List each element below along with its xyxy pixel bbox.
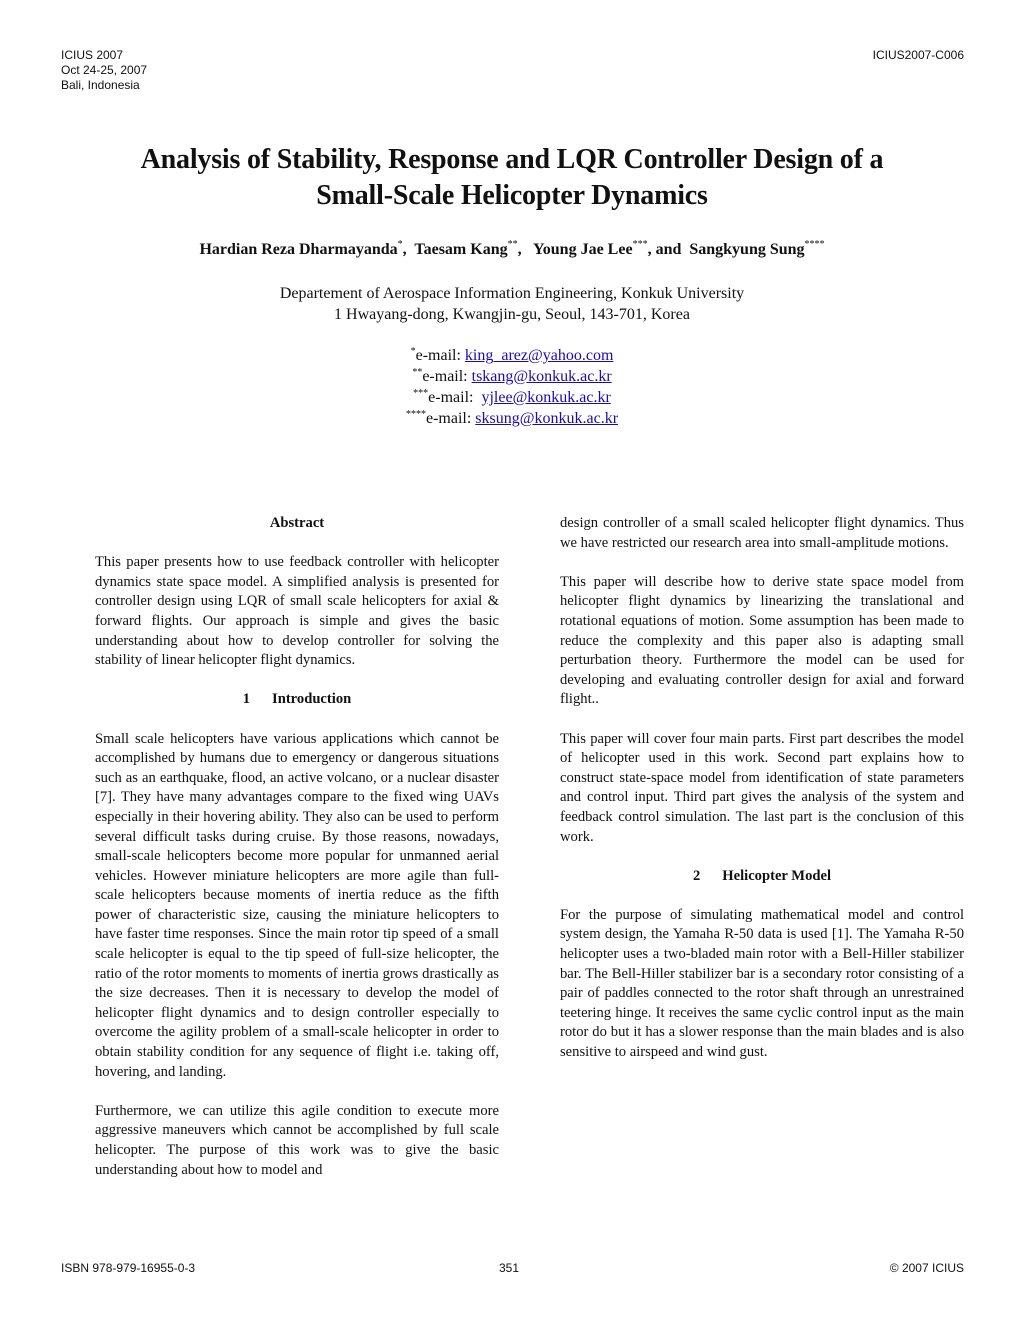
section-title: Introduction	[272, 691, 352, 708]
section-number: 2	[692, 867, 701, 884]
conference-dates: Oct 24-25, 2007	[61, 63, 148, 77]
email-line	[60, 345, 964, 366]
email-label: e-mail:	[428, 389, 482, 406]
email-link[interactable]: tskang@konkuk.ac.kr	[471, 368, 612, 385]
paper-id: ICIUS2007-C006	[872, 48, 964, 62]
author-mark: **	[507, 239, 518, 250]
right-column	[560, 514, 964, 1082]
affiliation-line-2: 1 Hwayang-dong, Kwangjin-gu, Seoul, 143-701, Korea	[334, 306, 690, 323]
running-header-left	[61, 48, 147, 93]
email-line	[60, 366, 964, 387]
author-mark: ****	[804, 239, 825, 250]
intro-paragraph-5: This paper will cover four main parts. First part describes the model of helicopter used in this work. Second part explains how to construct state-space model from identification of state parameters and control input. Third part gives the analysis of the system and feedback control simulation. The last part is the conclusion of this work.	[560, 730, 964, 845]
email-link[interactable]: king_arez@yahoo.com	[464, 347, 614, 364]
footer-isbn: ISBN 978-979-16955-0-3	[61, 1261, 196, 1275]
author-name: Hardian Reza Dharmayanda	[199, 241, 398, 258]
email-mark: *	[410, 346, 416, 357]
section-number: 1	[242, 691, 251, 708]
abstract-text: This paper presents how to use feedback controller with helicopter dynamics state space model. A simplified analysis is presented for controller design using LQR of small scale helicopters for axial & forward flights. Our approach is simple and gives the basic understanding about how to develop controller for solving the stability of linear helicopter flight dynamics.	[95, 554, 499, 669]
title-line-2: Small-Scale Helicopter Dynamics	[316, 180, 708, 211]
section-title: Helicopter Model	[722, 867, 832, 884]
footer-page-number: 351	[499, 1261, 520, 1275]
email-mark: ***	[413, 388, 429, 399]
intro-paragraph-4: This paper will describe how to derive state space model from helicopter flight dynamics by linearizing the translational and rotational equations of motion. Some assumption has been made to reduce the complexity and this paper also is adapting small perturbation theory. Furthermore the model can be used for developing and evaluating controller design for axial and forward flight..	[560, 573, 964, 708]
email-link[interactable]: yjlee@konkuk.ac.kr	[481, 389, 611, 406]
intro-paragraph-1: Small scale helicopters have various applications which cannot be accomplished by humans due to emergency or dangerous situations such as an earthquake, flood, an active volcano, or a nuclear disaster [7]. They have many advantages compare to the fixed wing UAVs especially in their hovering ability. They also can be used to perform several difficult tasks during cruise. By those reasons, nowadays, small-scale helicopters become more popular for unmanned aerial vehicles. However miniature helicopters are more agile than full-scale helicopters because moments of inertia reduce as the fifth power of characteristic size, causing the miniature helicopters to have faster time responses. Since the main rotor tip speed of a small scale helicopter is equal to the tip speed of full-size helicopter, the ratio of the rotor moments to moments of inertia grows drastically as the size decreases. Then it is necessary to develop the model of helicopter flight dynamics and to design controller especially to overcome the agility problem of a small-scale helicopter in order to obtain stability condition for any sequence of flight i.e. taking off, hovering, and landing.	[95, 730, 499, 1080]
email-label: e-mail:	[422, 368, 472, 385]
email-list	[60, 345, 964, 429]
author-name: Young Jae Lee	[533, 241, 633, 258]
footer-copyright: © 2007 ICIUS	[889, 1261, 964, 1275]
author-separator: ,	[517, 241, 530, 258]
paper-title	[60, 142, 964, 214]
intro-paragraph-3: design controller of a small scaled helicopter flight dynamics. Thus we have restricted our research area into small-amplitude motions.	[560, 515, 964, 551]
abstract-heading: Abstract	[269, 515, 325, 531]
affiliation-line-1: Departement of Aerospace Information Engineering, Konkuk University	[279, 285, 745, 302]
email-label: e-mail:	[415, 347, 465, 364]
title-line-1: Analysis of Stability, Response and LQR Controller Design of a	[140, 144, 884, 175]
affiliation	[60, 283, 964, 325]
author-list	[60, 238, 964, 262]
left-column	[95, 514, 499, 1200]
model-paragraph-1: For the purpose of simulating mathematical model and control system design, the Yamaha R-50 data is used [1]. The Yamaha R-50 helicopter uses a two-bladed main rotor with a Bell-Hiller stabilizer bar. The Bell-Hiller stabilizer bar is a secondary rotor consisting of a pair of paddles connected to the rotor shaft through an unrestrained teetering hinge. It receives the same cyclic control input as the main rotor do but it has a slower response than the main blades and is also sensitive to airspeed and wind gust.	[560, 906, 964, 1061]
email-line	[60, 387, 964, 408]
email-mark: ****	[405, 409, 426, 420]
author-name: Sangkyung Sung	[689, 241, 805, 258]
email-link[interactable]: sksung@konkuk.ac.kr	[475, 410, 619, 427]
email-line	[60, 408, 964, 429]
author-name: Taesam Kang	[414, 241, 508, 258]
author-separator: , and	[647, 241, 686, 258]
section-heading-introduction	[95, 690, 499, 710]
section-heading-helicopter-model	[560, 867, 964, 887]
conference-name: ICIUS 2007	[61, 48, 124, 62]
email-mark: **	[412, 367, 423, 378]
intro-paragraph-2: Furthermore, we can utilize this agile condition to execute more aggressive maneuvers which cannot be accomplished by full scale helicopter. The purpose of this work was to give the basic understanding about how to model and	[95, 1102, 499, 1178]
author-mark: ***	[632, 239, 648, 250]
author-mark: *	[397, 239, 403, 250]
conference-location: Bali, Indonesia	[61, 78, 140, 92]
author-separator: ,	[402, 241, 411, 258]
email-label: e-mail:	[425, 410, 476, 427]
